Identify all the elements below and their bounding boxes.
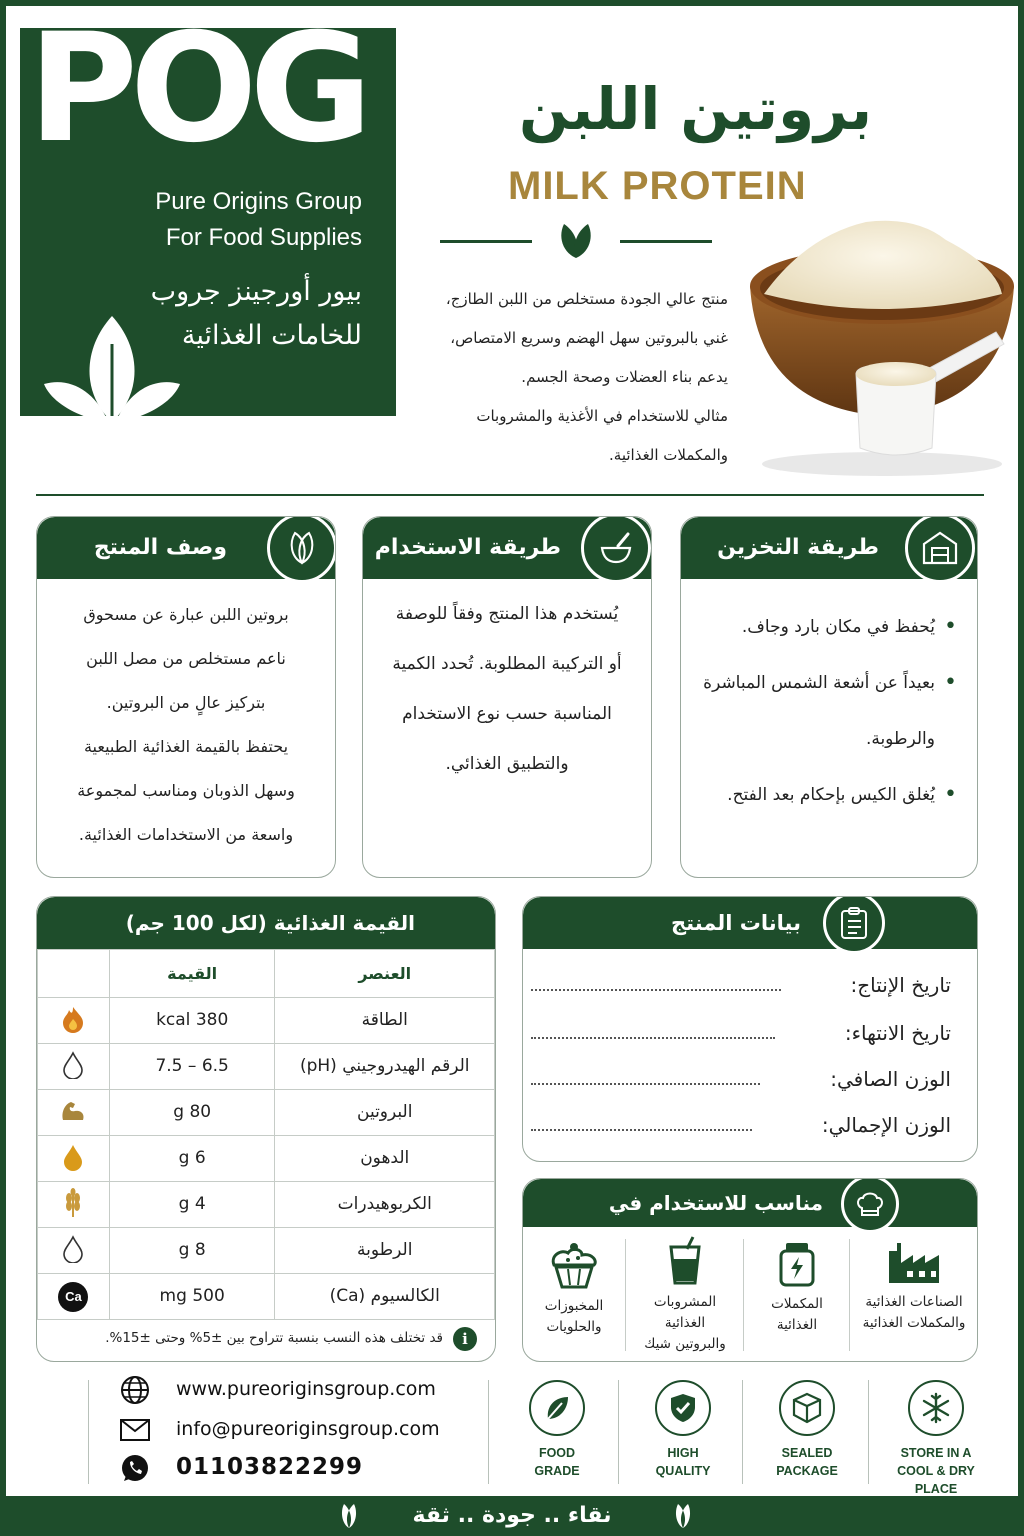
badge-sealed-package [752,1380,862,1480]
mortar-bowl-icon [581,516,651,583]
calcium-icon [38,1274,110,1320]
nutrient-value: 8 g [109,1228,275,1274]
field-blank [531,1129,752,1131]
production-date-field [531,975,951,995]
badge-cool-dry [876,1380,996,1498]
nutrition-card [36,896,496,1362]
product-title-ar: بروتين اللبن [519,75,872,143]
nutrition-table [37,949,495,1320]
badge-text: PACKAGE [776,1464,838,1478]
field-blank [531,1037,775,1039]
usage-title: طريقة الاستخدام [374,535,561,560]
table-row [38,1228,495,1274]
storage-card [680,516,978,878]
contact-separator-left [88,1380,89,1484]
title-divider-left [440,240,532,243]
website-link[interactable]: www.pureoriginsgroup.com [176,1378,436,1400]
nutrient-name: الكربوهيدرات [275,1182,495,1228]
section-divider [36,494,984,496]
usage-body [363,579,651,789]
chef-hat-icon [841,1178,899,1233]
nutrient-value: 4 g [109,1182,275,1228]
storage-card-header [681,517,977,579]
wheat-icon [38,1182,110,1228]
info-icon: i [453,1327,477,1351]
product-data-card [522,896,978,1162]
use-label: الغذائية [664,1315,706,1331]
nutrient-name: الدهون [275,1136,495,1182]
warehouse-icon [905,516,975,583]
fire-icon [38,998,110,1044]
nutrient-value: 500 mg [109,1274,275,1320]
leaf-icon [529,1380,585,1436]
company-name-ar-line1: بيور أورجينز جروب [150,276,362,307]
leaf-icon [42,314,182,416]
storage-item: • يُحفظ في مكان بارد وجاف. [703,599,959,655]
table-row [38,1090,495,1136]
website-row [120,1380,436,1399]
field-blank [531,989,781,991]
phone-row [120,1456,363,1479]
factory-icon [887,1241,941,1285]
use-label: الصناعات الغذائية [865,1294,963,1310]
nutrient-value: 6 g [109,1136,275,1182]
description-line: بتركيز عالٍ من البروتين. [106,693,266,712]
nutrition-note-text: قد تختلف هذه النسب بنسبة تتراوح بين ±5% وحتى ±15%. [105,1330,443,1347]
nutrient-value: 80 g [109,1090,275,1136]
field-label: الوزن الصافي: [830,1067,951,1091]
contact-separator-right [488,1380,489,1484]
field-label: الوزن الإجمالي: [821,1113,951,1137]
description-line: ناعم مستخلص من مصل اللبن [86,649,286,668]
gross-weight-field [531,1115,951,1135]
footer-bar [0,1496,1024,1536]
cupcake-icon [548,1241,600,1289]
use-label: المخبوزات [544,1298,604,1314]
company-name-ar-line2: للخامات الغذائية [181,320,362,351]
email-link[interactable]: info@pureoriginsgroup.com [176,1418,440,1440]
muscle-icon [38,1090,110,1136]
table-row [38,1274,495,1320]
badge-text: SEALED [781,1446,833,1460]
nutrient-name: الطاقة [275,998,495,1044]
uses-card [522,1178,978,1362]
badge-high-quality [628,1380,738,1480]
nutrition-title: القيمة الغذائية (لكل 100 جم) [125,911,415,935]
table-row [38,1182,495,1228]
nutrient-name: الكالسيوم (Ca) [275,1274,495,1320]
powder-bowl-image [746,216,1018,486]
leaf-icon [668,1502,698,1530]
expiry-date-field [531,1023,951,1043]
clipboard-icon [823,896,885,954]
table-row [38,1136,495,1182]
usage-line: والتطبيق الغذائي. [445,754,569,774]
water-drop-icon [38,1228,110,1274]
oil-drop-icon [38,1136,110,1182]
snowflake-icon [908,1380,964,1436]
usage-line: أو التركيبة المطلوبة. تُحدد الكمية [392,654,622,674]
nutrition-card-header [37,897,495,949]
uses-title: مناسب للاستخدام في [608,1191,823,1215]
badge-separator [742,1380,743,1484]
uses-card-header [523,1179,977,1227]
column-header-element: العنصر [275,950,495,998]
usage-line: يُستخدم هذا المنتج وفقاً للوصفة [395,604,619,624]
intro-line: يدعم بناء العضلات وصحة الجسم. [521,368,728,386]
field-label: تاريخ الإنتاج: [850,973,951,997]
logo-mark: POG [28,28,365,176]
drop-icon [38,1044,110,1090]
description-body [37,579,335,857]
shield-check-icon [655,1380,711,1436]
badge-text: HIGH [667,1446,699,1460]
badge-text: STORE IN A [900,1446,972,1460]
table-row [38,1044,495,1090]
intro-line: منتج عالي الجودة مستخلص من اللبن الطازج، [445,290,728,308]
usage-card [362,516,652,878]
description-line: يحتفظ بالقيمة الغذائية الطبيعية [83,737,289,756]
nutrient-value: 6.5 – 7.5 [109,1044,275,1090]
badge-text: GRADE [534,1464,580,1478]
table-row [38,998,495,1044]
storage-item: • يُغلق الكيس بإحكام بعد الفتح. [703,767,959,823]
calcium-badge: Ca [58,1282,88,1312]
table-header-row [38,950,495,998]
email-row [120,1420,440,1439]
leaf-icon [267,516,336,583]
description-title: وصف المنتج [93,535,227,560]
use-label: المكملات [771,1296,823,1312]
description-line: وسهل الذوبان ومناسب لمجموعة [77,781,295,800]
use-supplements [745,1241,849,1359]
intro-line: والمكملات الغذائية. [609,446,728,464]
use-label: والحلويات [546,1319,602,1335]
product-data-card-header [523,897,977,949]
use-beverages [627,1235,743,1353]
field-label: تاريخ الانتهاء: [844,1021,951,1045]
badge-separator [868,1380,869,1484]
use-label: المشروبات [653,1294,717,1310]
usage-line: المناسبة حسب نوع الاستخدام [402,704,612,724]
use-bakery [523,1241,625,1359]
badge-food-grade [502,1380,612,1480]
intro-line: غني بالبروتين سهل الهضم وسريع الامتصاص، [450,329,728,347]
company-name-en-line1: Pure Origins Group [155,188,362,215]
storage-body [681,579,977,823]
badge-text: QUALITY [655,1464,711,1478]
use-label: والمكملات الغذائية [862,1315,966,1331]
description-line: واسعة من الاستخدامات الغذائية. [78,825,294,844]
column-header-value: القيمة [109,950,275,998]
use-separator [849,1239,850,1351]
use-separator [625,1239,626,1351]
badge-separator [618,1380,619,1484]
description-card-header [37,517,335,579]
footer-slogan: نقاء .. جودة .. ثقة [412,1503,612,1528]
logo-block [20,28,396,416]
column-header-icon [38,950,110,998]
use-label: الغذائية [776,1317,818,1333]
box-icon [779,1380,835,1436]
leaf-icon [548,222,604,260]
badge-text: COOL & DRY PLACE [897,1464,975,1496]
phone-number[interactable]: 01103822299 [176,1454,364,1480]
product-data-title: بيانات المنتج [671,911,801,935]
description-line: بروتين اللبن عبارة عن مسحوق [83,605,289,624]
title-divider-right [620,240,712,243]
badge-text: FOOD [538,1446,576,1460]
use-food-industry [851,1241,977,1359]
nutrient-name: الرقم الهيدروجيني (pH) [275,1044,495,1090]
description-card [36,516,336,878]
usage-card-header [363,517,651,579]
storage-item: • بعيداً عن أشعة الشمس المباشرة والرطوبة. [703,655,959,767]
use-label: والبروتين شيك [644,1336,726,1352]
company-name-en-line2: For Food Supplies [165,224,362,251]
product-title-en: MILK PROTEIN [508,164,807,208]
mail-icon [120,1419,150,1441]
drink-cup-icon [667,1235,703,1285]
nutrient-name: البروتين [275,1090,495,1136]
nutrient-value: 380 kcal [109,998,275,1044]
use-separator [743,1239,744,1351]
supplement-jar-icon [777,1241,817,1287]
globe-icon [118,1375,152,1405]
net-weight-field [531,1069,951,1089]
intro-line: مثالي للاستخدام في الأغذية والمشروبات [476,407,728,425]
storage-title: طريقة التخزين [717,535,879,560]
nutrition-note [37,1317,495,1361]
nutrient-name: الرطوبة [275,1228,495,1274]
intro-text [408,280,728,475]
whatsapp-icon [120,1453,150,1483]
field-blank [531,1083,760,1085]
